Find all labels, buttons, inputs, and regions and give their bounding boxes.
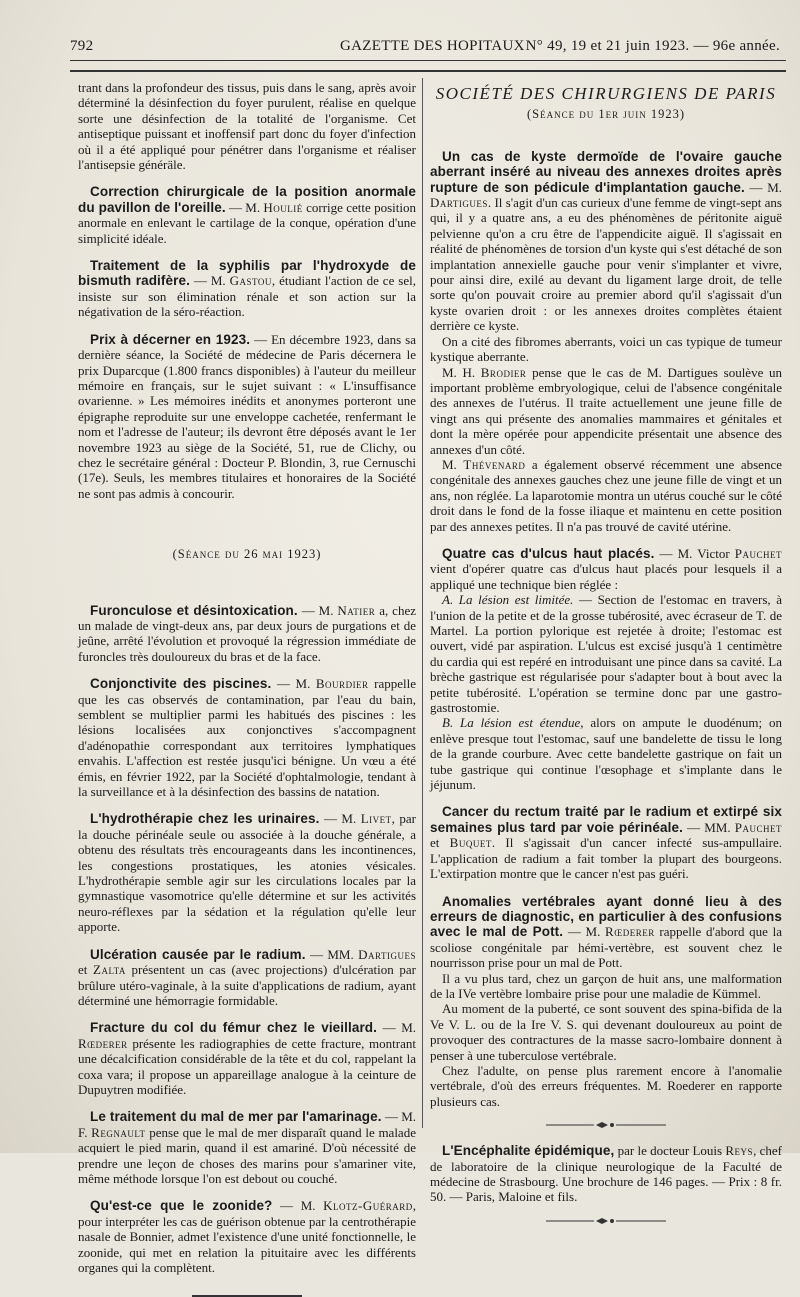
article-zoonide (78, 1198, 416, 1275)
author-name: Rœderer (605, 924, 655, 940)
dash: — M. (297, 602, 338, 618)
paragraph: Chez l'adulte, on pense plus rarement encore à l'anomalie vertébrale, d'où des erreurs fréquentes. M. Roederer en rapporte plusieurs cas. (430, 1062, 782, 1109)
dash: — M. (272, 1198, 324, 1214)
article-body: — En décembre 1923, dans sa dernière séance, la Société de médecine de Paris décernera le prix Duparcque (1.800 francs disponibles) à l'auteur du meilleur mémoire en français, sur le sujet suivant : « L'insuffisance ovarienne. » Les mémoires inédits et anonymes porteront une épigraphe reproduite sur une enveloppe cachetée, renfermant le nom et l'adresse de l'auteur; ils devront être déposés avant le 1er novembre 1923 au siège de la Société, 51, rue de Clichy, ou chez le secrétaire général : Docteur P. Blondin, 3, rue Cernuschi (17e). Seuls, les membres titulaires et honoraires de la Société ne sont pas admis à concourir. (78, 331, 417, 501)
article-body: corrige cette position anormale en enlevant le cartilage de la conque, opération d'une simplicité idéale. (78, 199, 416, 246)
article-furonculose (78, 603, 416, 665)
book-body: par le docteur Louis (614, 1143, 726, 1159)
page-number: 792 (70, 38, 94, 54)
dash: — M. (271, 676, 316, 692)
article-mal-de-mer (78, 1109, 416, 1186)
author-name: Reys (725, 1143, 754, 1159)
right-column (430, 86, 782, 1239)
paragraph: alors on ampute le duodénum; on enlève presque tout l'estomac, sauf une bandelette de tissu le long de la grande courbure. Avec cette bandelette gastrique on fait un tube gastrique qui continue l'œsophage et s'implante dans le jéjunum. (430, 715, 782, 793)
left-column (78, 80, 416, 1297)
article-body: pense que le mal de mer disparaît quand le malade acquiert le pied marin, quand il est amariné. D'où nécessité de prendre une leçon de choses des marins pour s'amariner vite, même méthode lorsque l'on est debout ou couché. (78, 1124, 416, 1186)
dash: — M. (563, 924, 606, 940)
article-body: présentent un cas (avec projections) d'ulcération par brûlure utéro-vaginale, à la suite d'applications de radium, ayant déterminé une hémorragie formidable. (78, 962, 416, 1008)
article-hydrotherapie (78, 811, 416, 934)
article-fracture (78, 1020, 416, 1097)
article-body: . Il s'agit d'un cas curieux d'une femme de vingt-sept ans qui, il y a quatre ans, a eu des phénomènes de péritonite aiguë pelvienne qu'on a cru être de l'appendicite aiguë. Il s'agissait en réalité de phénomènes de torsion d'un kyste qui s'est détaché de son implantation annexielle gauche pour venir s'implanter et vivre, pour ainsi dire, exilé au devant du ligament large droit, de telle sorte qu'on pouvait croire au premier abord qu'il s'agissait d'un kyste ovarien droit : or les annexes droites complètes étaient derrière ce kyste. (430, 195, 782, 334)
article-ulcus (430, 546, 782, 793)
dash: — MM. (682, 819, 735, 835)
dash: — M. (744, 179, 782, 195)
article-title: Un cas de kyste dermoïde de l'ovaire gauche aberrant inséré au niveau des annexes droites après rupture de son pédicule d'implantation gauche. (430, 148, 782, 195)
author-name: Houlié (263, 199, 303, 215)
article-title: Anomalies vertébrales ayant donné lieu à des erreurs de diagnostic, en particulier à des confusions avec le mal de Pott. (430, 893, 782, 940)
article-syphilis (78, 258, 416, 320)
author-name: Brodier (480, 364, 527, 380)
book-notice (430, 1143, 782, 1205)
article-title: Quatre cas d'ulcus haut placés. (442, 545, 655, 561)
article-title: Furonculose et désintoxication. (90, 602, 298, 618)
author-name: Gastou (229, 273, 272, 289)
dash: — MM. (305, 946, 359, 962)
header-rule-thick (70, 70, 786, 72)
header-rule-thin (70, 60, 786, 61)
item-label: A. La lésion est limitée. (442, 592, 574, 608)
paragraph: Il a vu plus tard, chez un garçon de huit ans, une malformation de la IVe vertèbre lombaire prise pour une maladie de Kümmel. (430, 970, 782, 1001)
dash: — M. (225, 199, 264, 215)
dash: — M. (189, 273, 230, 289)
article-body: rappelle d'abord que la scoliose congénitale par hémi-vertèbre, est souvent chez le nourrisson prise pour un mal de Pott. (430, 924, 782, 971)
paragraph: a également observé récemment une absence congénitale des annexes gauches chez une jeune fille de vingt et un ans, non réglée. La laparotomie montra un utérus couché sur le côté droit dans le fond de la fosse iliaque et maintenu en cette position par des annexes petites. Il n'a pas trouvé de cavité utérine. (430, 456, 782, 534)
dash: — M. Victor (654, 545, 735, 561)
seance-heading: (Séance du 1er juin 1923) (526, 107, 686, 122)
column-separator (422, 78, 423, 1128)
article-title: Correction chirurgicale de la position anormale du pavillon de l'oreille. (78, 184, 416, 215)
article-body: , étudiant l'action de ce sel, insiste sur son élimination rénale et son action sur la négativation de la séro-réaction. (78, 273, 416, 320)
article-title: Conjonctivite des piscines. (90, 676, 272, 692)
article-anomalies (430, 894, 782, 1110)
page-header (70, 38, 790, 62)
issue-line: N° 49, 19 et 21 juin 1923. — 96e année. (525, 38, 780, 54)
prefix: M. (442, 456, 464, 472)
author-name: Pauchet (734, 819, 783, 835)
ornament-divider (546, 1121, 666, 1129)
dash: — M. F. (78, 1109, 417, 1140)
article-kyste (430, 149, 782, 534)
item-label: B. La lésion est étendue, (442, 715, 584, 731)
article-title: Prix à décerner en 1923. (90, 331, 251, 347)
paragraph: Au moment de la puberté, ce sont souvent des spina-bifida de la Ve V. L. ou de la Ire V. S. qui devenant douloureux au point de provoquer des contractures de la masse sacro-lombaire donnent à penser à une tuberculose vertébrale. (430, 1001, 782, 1063)
dash: — M. (377, 1020, 417, 1036)
book-title: L'Encéphalite épidémique, (442, 1143, 615, 1159)
article-body: présente les radiographies de cette fracture, montrant une décalcification considérable de la tête et du col, rappelant la coxa vara; il propose un appareillage analogue à la ceinture de Dupuytren modifiée. (78, 1035, 416, 1097)
author-name: Regnault (91, 1124, 146, 1140)
seance-heading: (Séance du 26 mai 1923) (172, 547, 322, 562)
article-body: , pour interpréter les cas de guérison obtenue par la centrothérapie nasale de Bonnier, admet l'existence d'une unité fonctionnelle, le zoonide, qui met en relation la pituitaire avec les différents organes qui la complètent. (78, 1198, 416, 1275)
prefix: M. H. (442, 364, 481, 380)
conjunction: et (78, 962, 94, 978)
article-title: Fracture du col du fémur chez le vieillard. (90, 1020, 378, 1036)
article-title: Le traitement du mal de mer par l'amarinage. (90, 1109, 382, 1125)
author-name: Dartigues (430, 195, 488, 211)
article-cancer (430, 804, 782, 881)
book-body: , chef de laboratoire de la clinique neurologique de la Faculté de médecine de Strasbourg. Une brochure de 146 pages. — Prix : 8 fr. 50. — Paris, Maloine et fils. (430, 1143, 782, 1205)
article-body: vient d'opérer quatre cas d'ulcus haut placés pour lesquels il a appliqué une technique bien réglée : (430, 561, 782, 592)
paragraph: pense que le cas de M. Dartigues soulève un important problème embryologique, celui de l'absence congénitale des annexes de l'utérus. Il traite actuellement une jeune fille de vingt ans qui présente des anomalies mammaires et génitales et dont la mère opérée pour appendicite présentait une absence des annexes d'un côté. (430, 364, 782, 457)
paragraph: On a cité des fibromes aberrants, voici un cas typique de tumeur kystique aberrante. (430, 333, 782, 365)
article-title: L'hydrothérapie chez les urinaires. (90, 811, 320, 827)
author-name: Klotz-Guérard (323, 1198, 413, 1214)
article-oreille (78, 184, 416, 246)
author-name: Thévenard (463, 456, 526, 472)
article-body: rappelle que les cas observés de contamination, par l'eau du bain, semblent se multiplier parmi les habitués des piscines : les lésions localisées aux conjonctives s'accompagnent d'adénopathie correspondant aux territoires lymphatiques envahis. L'affection est restée jusqu'ici bénigne. Un vœu a été émis, en février 1922, par la Société d'ophtalmologie, tendant à la surveillance et à la désinfection des bassins de natation. (78, 676, 416, 800)
author-name: Livet (360, 811, 392, 827)
article-conjonctivite (78, 676, 416, 799)
journal-title: GAZETTE DES HOPITAUX (340, 38, 525, 54)
ornament-divider (546, 1217, 666, 1225)
article-title: Qu'est-ce que le zoonide? (90, 1198, 273, 1214)
article-title: Cancer du rectum traité par le radium et extirpé six semaines plus tard par voie périnéale. (430, 804, 782, 835)
author-name: Buquet (449, 835, 492, 851)
article-intro (78, 80, 416, 172)
article-title: Ulcération causée par le radium. (90, 946, 306, 962)
dash: — M. (319, 811, 361, 827)
article-ulceration (78, 947, 416, 1009)
author-name: Bourdier (315, 676, 369, 692)
paragraph: — Section de l'estomac en travers, à l'union de la petite et de la grosse tubérosité, avec écraseur de T. de Martel. La portion pylorique est rejetée à droite; l'estomac est ouvert, vidé par aspiration. L'ulcus est excisé jusqu'à 1 centimètre du cardia qui est repéré en introduisant une pince dans sa cavité. La brèche gastrique est régularisée pour s'adapter bout à bout avec la petite tubérosité. L'opération se termine donc par une gastro-gastrostomie. (430, 592, 782, 716)
author-name: Natier (337, 602, 376, 618)
section-title: SOCIÉTÉ DES CHIRURGIENS DE PARIS (435, 84, 777, 103)
article-body: . Il s'agissait d'un cancer infecté sus-ampullaire. L'application de radium a fait tomber la plupart des bourgeons. L'extirpation montre que le cancer n'est pas guéri. (430, 835, 783, 882)
article-prix (78, 332, 416, 501)
author-name: Pauchet (734, 545, 782, 561)
article-title: Traitement de la syphilis par l'hydroxyde de bismuth radifère. (78, 258, 416, 289)
author-name: Dartigues (358, 946, 416, 962)
author-name: Zalta (93, 962, 126, 978)
article-body: , par la douche périnéale seule ou associée à la douche générale, a obtenu des résultats très encourageants dans les incontinences, les congestions prostatiques, les atonies vésicales. L'hydrothérapie semble agir sur les circulations locales par la gymnastique vasomotrice qu'elle détermine et sur les activités neuro-réflexes par la sédation et la régulation qu'elle leur apporte. (78, 811, 416, 935)
article-body: a, chez un malade de vingt-deux ans, par deux jours de purgations et de jeûne, arrêté l'évolution et provoqué la régression immédiate de furoncles très douloureux du bras et de la face. (78, 602, 416, 664)
intro-text: trant dans la profondeur des tissus, puis dans le sang, après avoir déterminé la désinfection du foyer purulent, réalise en quelque sorte une désinfection de la totalité de l'organisme. Cet antiseptique puissant et inoffensif part donc du foyer d'infection où il a été appliqué pour pénétrer dans l'organisme et réaliser l'antisepsie généräle. (78, 80, 416, 173)
author-name: Rœderer (78, 1035, 128, 1051)
conjunction: et (430, 835, 450, 851)
